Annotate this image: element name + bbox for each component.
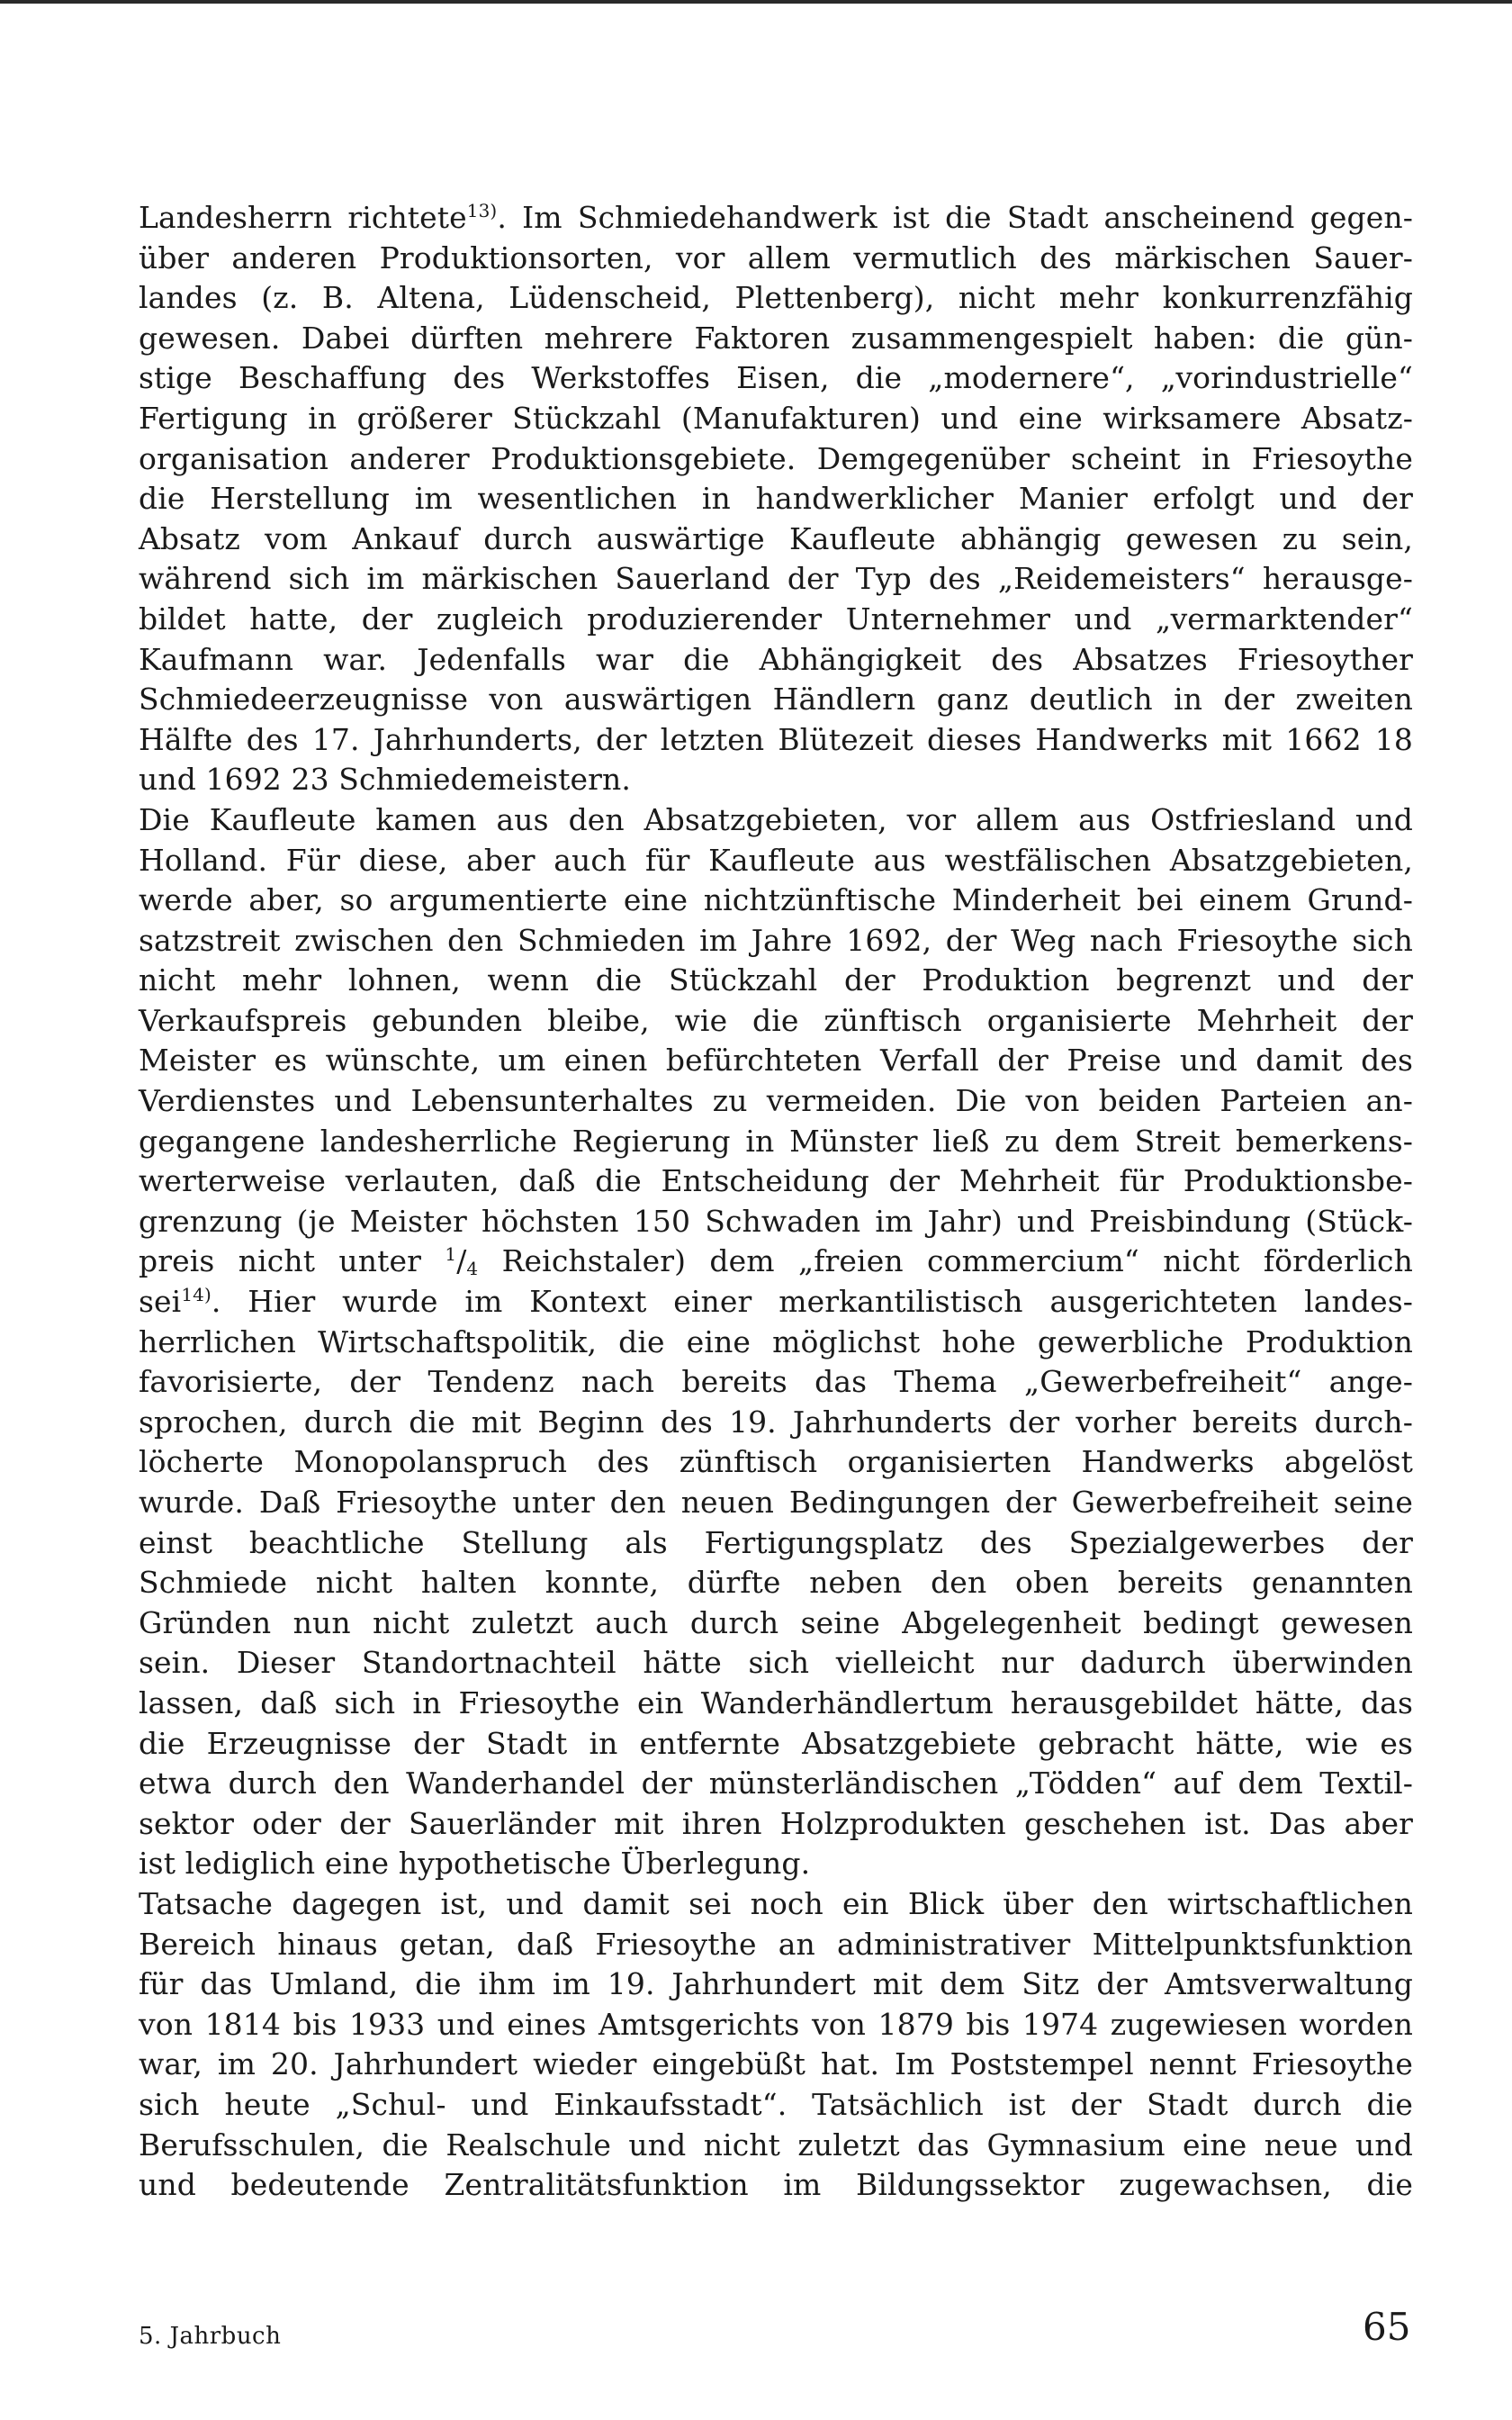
text-line <box>139 720 1413 761</box>
text-line <box>139 319 1413 359</box>
line-text: herrlichen Wirtschaftspolitik, die eine möglichst hohe gewerbliche Produktion <box>139 1323 1413 1359</box>
line-text: sei <box>139 1284 182 1320</box>
text-line <box>139 1161 1413 1202</box>
line-text: stige Beschaffung des Werkstoffes Eisen, die „modernere“, „vorindustrielle“ <box>139 360 1413 396</box>
line-text: bildet hatte, der zugleich produzierender Unternehmer und „vermarktender“ <box>139 600 1413 637</box>
line-text: werde aber, so argumentierte eine nichtzünftische Minderheit bei einem Grund- <box>139 882 1413 918</box>
fraction-numerator: 1 <box>445 1243 457 1266</box>
text-line <box>139 1442 1413 1483</box>
text-line <box>139 1282 1413 1323</box>
line-text: organisation anderer Produktionsgebiete. Demgegenüber scheint in Friesoythe <box>139 440 1413 476</box>
line-text: Fertigung in größerer Stückzahl (Manufakturen) und eine wirksamere Absatz- <box>139 400 1413 436</box>
text-line <box>139 760 1413 800</box>
line-text: einst beachtliche Stellung als Fertigungsplatz des Spezialgewerbes der <box>139 1524 1413 1560</box>
text-line <box>139 519 1413 560</box>
line-text: Schmiede nicht halten konnte, dürfte neben den oben bereits genannten <box>139 1565 1413 1601</box>
line-text: Berufsschulen, die Realschule und nicht zuletzt das Gymnasium eine neue und <box>139 2127 1413 2163</box>
line-text: nicht mehr lohnen, wenn die Stückzahl der Produktion begrenzt und der <box>139 962 1413 998</box>
line-text: sprochen, durch die mit Beginn des 19. Jahrhunderts der vorher bereits durch- <box>139 1404 1413 1440</box>
line-text: für das Umland, die ihm im 19. Jahrhundert mit dem Sitz der Amtsverwaltung <box>139 1966 1413 2002</box>
fraction-slash: / <box>456 1243 467 1279</box>
text-line <box>139 239 1413 279</box>
line-text: Bereich hinaus getan, daß Friesoythe an administrativer Mittelpunktsfunktion <box>139 1926 1413 1962</box>
line-text: werterweise verlauten, daß die Entscheidung der Mehrheit für Produktionsbe- <box>139 1163 1413 1199</box>
line-text: die Herstellung im wesentlichen in handwerklicher Manier erfolgt und der <box>139 481 1413 517</box>
line-text: löcherte Monopolanspruch des zünftisch organisierten Handwerks abgelöst <box>139 1444 1413 1480</box>
text-line <box>139 399 1413 439</box>
line-text: Reichstaler) dem „freien commercium“ nicht förderlich <box>478 1243 1413 1279</box>
line-text: . Hier wurde im Kontext einer merkantilistisch ausgerichteten landes- <box>211 1284 1413 1320</box>
text-line <box>139 1242 1413 1282</box>
line-text: wurde. Daß Friesoythe unter den neuen Bedingungen der Gewerbefreiheit seine <box>139 1485 1413 1520</box>
line-text: sektor oder der Sauerländer mit ihren Holzprodukten geschehen ist. Das aber <box>139 1805 1413 1841</box>
line-text: satzstreit zwischen den Schmieden im Jahre 1692, der Weg nach Friesoythe sich <box>139 922 1413 958</box>
footer-book-label: 5. Jahrbuch <box>139 2323 282 2350</box>
text-line <box>139 1925 1413 1965</box>
line-text: von 1814 bis 1933 und eines Amtsgerichts von 1879 bis 1974 zugewiesen worden <box>139 2006 1413 2042</box>
line-text: während sich im märkischen Sauerland der Typ des „Reidemeisters“ herausge- <box>139 561 1413 597</box>
text-line <box>139 961 1413 1001</box>
text-line <box>139 1844 1413 1884</box>
text-line <box>139 1483 1413 1523</box>
text-line <box>139 1684 1413 1724</box>
text-line <box>139 198 1413 239</box>
line-text: Kaufmann war. Jedenfalls war die Abhängigkeit des Absatzes Friesoyther <box>139 641 1413 677</box>
text-line <box>139 1523 1413 1564</box>
text-line <box>139 800 1413 841</box>
text-line <box>139 680 1413 720</box>
line-text: und bedeutende Zentralitätsfunktion im Bildungssektor zugewachsen, die <box>139 2167 1413 2203</box>
line-text: gegangene landesherrliche Regierung in Münster ließ zu dem Streit bemerkens- <box>139 1123 1413 1159</box>
text-line <box>139 921 1413 962</box>
text-line <box>139 358 1413 399</box>
line-text: grenzung (je Meister höchsten 150 Schwaden im Jahr) und Preisbindung (Stück- <box>139 1203 1413 1239</box>
line-text: und 1692 23 Schmiedemeistern. <box>139 762 631 798</box>
text-line <box>139 600 1413 640</box>
text-line <box>139 640 1413 681</box>
text-line <box>139 1323 1413 1363</box>
line-text: Verdienstes und Lebensunterhaltes zu vermeiden. Die von beiden Parteien an- <box>139 1083 1413 1119</box>
text-line <box>139 1041 1413 1081</box>
fraction <box>445 1243 478 1278</box>
text-line <box>139 1603 1413 1644</box>
line-text: Hälfte des 17. Jahrhunderts, der letzten Blütezeit dieses Handwerks mit 1662 18 <box>139 721 1413 757</box>
page-edge-line <box>0 0 1512 4</box>
text-line <box>139 1122 1413 1162</box>
line-text: Die Kaufleute kamen aus den Absatzgebieten, vor allem aus Ostfriesland und <box>139 801 1413 837</box>
line-text: die Erzeugnisse der Stadt in entfernte Absatzgebiete gebracht hätte, wie es <box>139 1725 1413 1761</box>
line-text: Holland. Für diese, aber auch für Kaufleute aus westfälischen Absatzgebieten, <box>139 842 1413 878</box>
text-line <box>139 1362 1413 1403</box>
text-line <box>139 1202 1413 1242</box>
line-text: Schmiedeerzeugnisse von auswärtigen Händlern ganz deutlich in der zweiten <box>139 682 1413 718</box>
line-text: ist lediglich eine hypothetische Überlegung. <box>139 1846 811 1882</box>
line-text: preis nicht unter <box>139 1243 446 1279</box>
text-line <box>139 2005 1413 2045</box>
line-text: . Im Schmiedehandwerk ist die Stadt anscheinend gegen- <box>497 200 1414 235</box>
line-text: war, im 20. Jahrhundert wieder eingebüßt hat. Im Poststempel nennt Friesoythe <box>139 2046 1413 2082</box>
line-text: favorisierte, der Tendenz nach bereits das Thema „Gewerbefreiheit“ ange- <box>139 1364 1413 1400</box>
text-line <box>139 841 1413 881</box>
line-text: sein. Dieser Standortnachteil hätte sich vielleicht nur dadurch überwinden <box>139 1645 1413 1681</box>
text-line <box>139 1804 1413 1845</box>
text-line <box>139 439 1413 480</box>
line-text: sich heute „Schul- und Einkaufsstadt“. Tatsächlich ist der Stadt durch die <box>139 2086 1413 2122</box>
text-line <box>139 559 1413 600</box>
line-text: etwa durch den Wanderhandel der münsterländischen „Tödden“ auf dem Textil- <box>139 1765 1413 1801</box>
line-text: über anderen Produktionsorten, vor allem vermutlich des märkischen Sauer- <box>139 239 1413 275</box>
text-line <box>139 1001 1413 1042</box>
footnote-ref: 13) <box>466 200 498 221</box>
line-text: Tatsache dagegen ist, und damit sei noch ein Blick über den wirtschaftlichen <box>139 1885 1413 1921</box>
text-line <box>139 2165 1413 2206</box>
line-text: Meister es wünschte, um einen befürchteten Verfall der Preise und damit des <box>139 1043 1413 1079</box>
text-line <box>139 1643 1413 1684</box>
text-line <box>139 880 1413 921</box>
text-line <box>139 1724 1413 1765</box>
line-text: Absatz vom Ankauf durch auswärtige Kaufleute abhängig gewesen zu sein, <box>139 520 1413 556</box>
line-text: landes (z. B. Altena, Lüdenscheid, Plettenberg), nicht mehr konkurrenzfähig <box>139 280 1413 316</box>
line-text: Landesherrn richtete <box>139 200 467 235</box>
line-text: Verkaufspreis gebunden bleibe, wie die zünftisch organisierte Mehrheit der <box>139 1002 1413 1038</box>
page-number: 65 <box>1363 2305 1411 2349</box>
text-line <box>139 1403 1413 1443</box>
text-line <box>139 1081 1413 1122</box>
text-line <box>139 479 1413 519</box>
text-line <box>139 1563 1413 1603</box>
text-line <box>139 2126 1413 2166</box>
text-line <box>139 1884 1413 1925</box>
line-text: lassen, daß sich in Friesoythe ein Wanderhändlertum herausgebildet hätte, das <box>139 1684 1413 1720</box>
text-line <box>139 2045 1413 2085</box>
line-text: Gründen nun nicht zuletzt auch durch seine Abgelegenheit bedingt gewesen <box>139 1604 1413 1640</box>
line-text: gewesen. Dabei dürften mehrere Faktoren zusammengespielt haben: die gün- <box>139 320 1413 356</box>
fraction-denominator: 4 <box>466 1258 479 1280</box>
text-line <box>139 2085 1413 2126</box>
body-text <box>139 198 1413 2206</box>
footnote-ref: 14) <box>181 1284 212 1306</box>
text-line <box>139 278 1413 319</box>
text-line <box>139 1964 1413 2005</box>
text-line <box>139 1764 1413 1804</box>
